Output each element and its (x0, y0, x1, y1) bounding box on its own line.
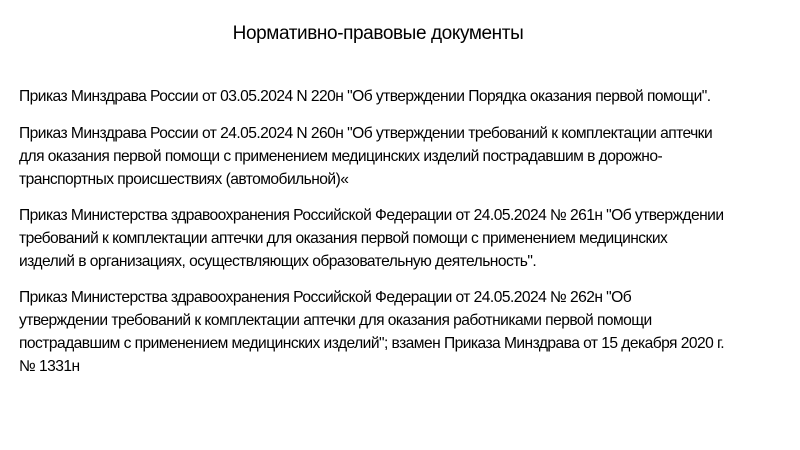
document-text-line: транспортных происшествиях (автомобильной)« (19, 171, 349, 188)
document-text-line: Приказ Министерства здравоохранения Российской Федерации от 24.05.2024 № 262н "Об (19, 289, 632, 306)
document-text-line: № 1331н (19, 358, 80, 375)
document-text-line: для оказания первой помощи с применением медицинских изделий пострадавшим в дорожно- (19, 148, 663, 165)
document-text-line: изделий в организациях, осуществляющих образовательную деятельность". (19, 253, 537, 270)
document-text-line: Приказ Минздрава России от 03.05.2024 N 220н "Об утверждении Порядка оказания первой помощи". (19, 88, 711, 105)
document-text-line: Приказ Министерства здравоохранения Российской Федерации от 24.05.2024 № 261н "Об утверждении (19, 207, 724, 224)
page-title: Нормативно-правовые документы (232, 23, 524, 44)
document-text-line: утверждении требований к комплектации аптечки для оказания работниками первой помощи (19, 312, 652, 329)
document-text-line: пострадавшим с применением медицинских изделий"; взамен Приказа Минздрава от 15 декабря 2020 г. (19, 335, 725, 352)
document-item (19, 122, 712, 191)
document-item (19, 204, 724, 273)
document-text-line: требований к комплектации аптечки для оказания первой помощи с применением медицинских (19, 230, 668, 247)
document-item (19, 85, 711, 108)
document-item (19, 286, 724, 378)
document-text-line: Приказ Минздрава России от 24.05.2024 N 260н "Об утверждении требований к комплектации аптечки (19, 125, 713, 142)
